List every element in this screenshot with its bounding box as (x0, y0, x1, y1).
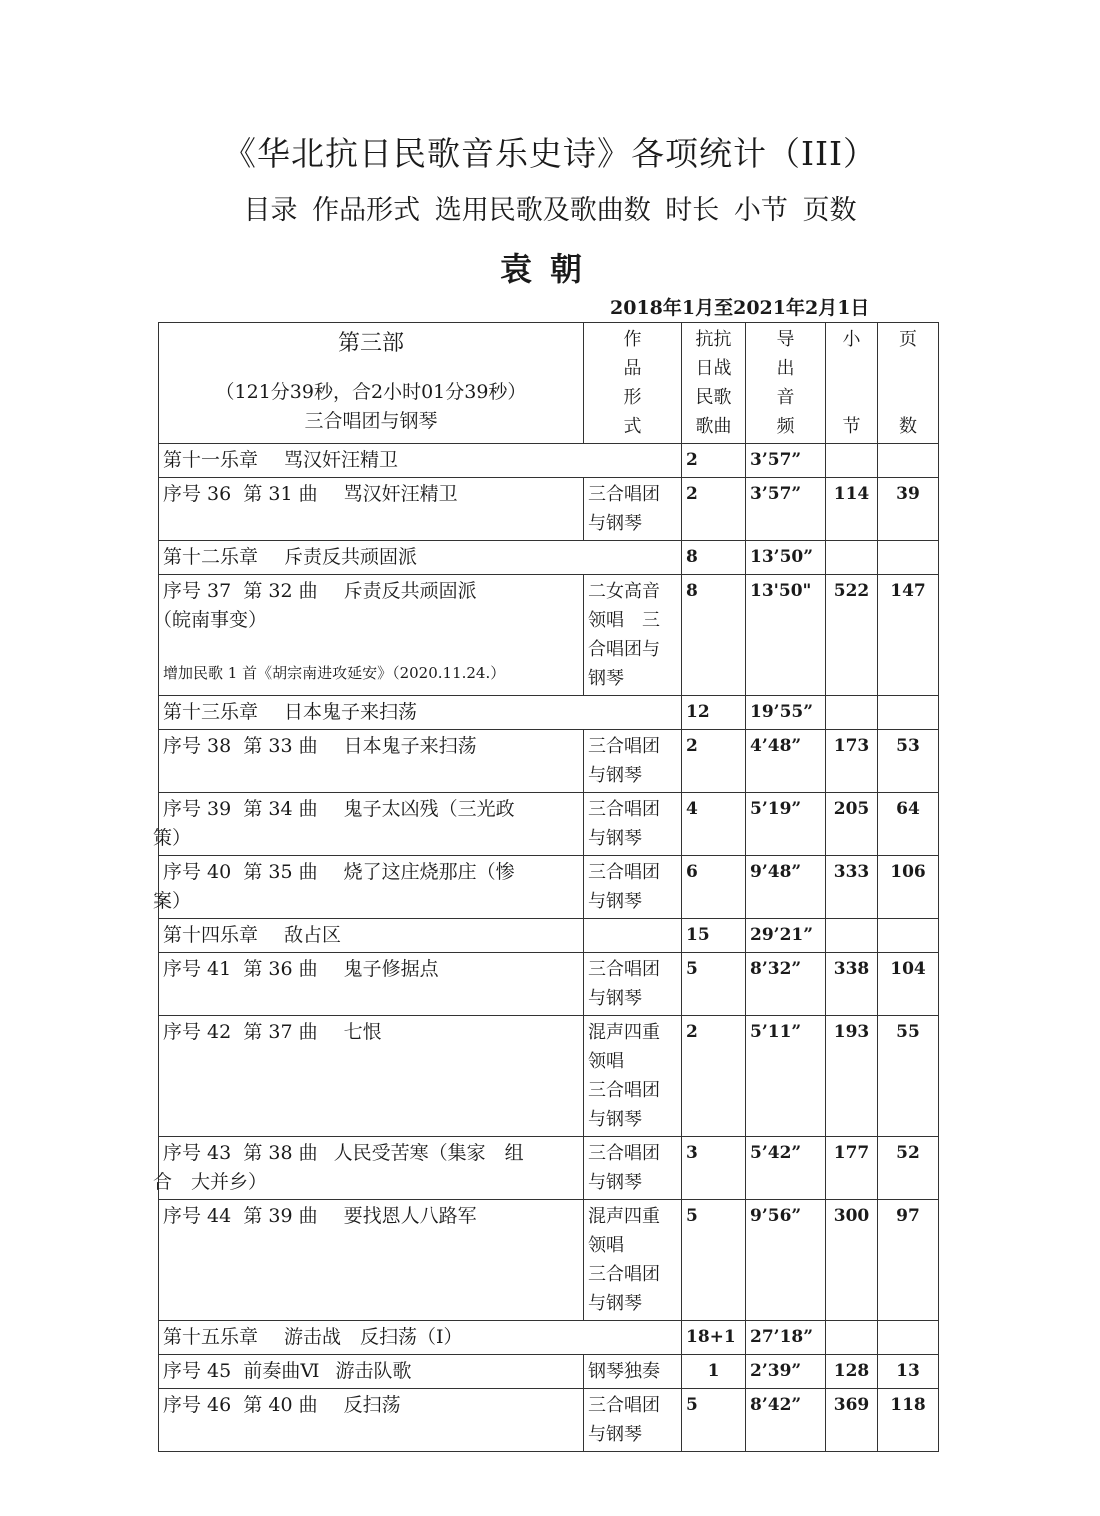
item-title: 序号 38 第 33 曲 日本鬼子来扫荡 (159, 730, 584, 793)
item-bars: 522 (826, 575, 878, 696)
item-pages: 55 (878, 1016, 939, 1137)
col-header-form: 作 品 形 式 (584, 323, 682, 444)
item-title: 序号 46 第 40 曲 反扫荡 (159, 1389, 584, 1452)
item-bars: 205 (826, 793, 878, 856)
statistics-table (153, 322, 939, 1452)
item-note: 增加民歌 1 首《胡宗南进攻延安》（2020.11.24.） (163, 664, 506, 682)
item-songs: 6 (682, 856, 746, 919)
item-form: 三合唱团 与钢琴 (584, 953, 682, 1016)
movement-songs: 2 (682, 444, 746, 478)
item-form: 三合唱团 与钢琴 (584, 793, 682, 856)
item-form: 三合唱团 与钢琴 (584, 856, 682, 919)
movement-title: 第十二乐章 斥责反共顽固派 (159, 541, 682, 575)
movement-title: 第十三乐章 日本鬼子来扫荡 (159, 696, 682, 730)
item-songs: 3 (682, 1137, 746, 1200)
item-bars: 338 (826, 953, 878, 1016)
table-row (159, 1389, 939, 1452)
part-ensemble: 三合唱团与钢琴 (304, 410, 438, 432)
item-form: 三合唱团 与钢琴 (584, 478, 682, 541)
movement-duration: 3’57” (746, 444, 826, 478)
item-duration: 5’19” (746, 793, 826, 856)
item-bars: 300 (826, 1200, 878, 1321)
movement-title: 第十四乐章 敌占区 (159, 919, 584, 953)
item-title: 序号 42 第 37 曲 七恨 (159, 1016, 584, 1137)
item-form: 混声四重 领唱 三合唱团 与钢琴 (584, 1200, 682, 1321)
table-row (159, 856, 939, 919)
movement-title: 第十五乐章 游击战 反扫荡（Ⅰ） (159, 1321, 682, 1355)
table-row (159, 730, 939, 793)
item-form: 混声四重 领唱 三合唱团 与钢琴 (584, 1016, 682, 1137)
item-songs: 4 (682, 793, 746, 856)
table-row (159, 953, 939, 1016)
item-songs: 2 (682, 478, 746, 541)
movement-songs: 8 (682, 541, 746, 575)
item-pages: 39 (878, 478, 939, 541)
item-duration: 13'50" (746, 575, 826, 696)
item-title: 序号 36 第 31 曲 骂汉奸汪精卫 (159, 478, 584, 541)
item-form: 三合唱团 与钢琴 (584, 1389, 682, 1452)
item-title: 序号 37 第 32 曲 斥责反共顽固派 （皖南事变） 增加民歌 1 首《胡宗南进攻延安》（2020.11.24.） (159, 575, 584, 696)
table-row (159, 1016, 939, 1137)
movement-row (159, 541, 939, 575)
document-subtitle: 目录 作品形式 选用民歌及歌曲数 时长 小节 页数 (243, 195, 857, 226)
item-songs: 8 (682, 575, 746, 696)
item-bars: 173 (826, 730, 878, 793)
item-bars: 128 (826, 1355, 878, 1389)
col-header-audio: 导 出 音 频 (746, 323, 826, 444)
col-header-bars: 小 节 (826, 323, 878, 444)
item-title: 序号 45 前奏曲Ⅵ 游击队歌 (159, 1355, 584, 1389)
item-pages: 64 (878, 793, 939, 856)
table-header-row (159, 323, 939, 444)
movement-duration: 27’18” (746, 1321, 826, 1355)
author-name: 袁朝 (499, 250, 600, 288)
movement-duration: 29’21” (746, 919, 826, 953)
item-form: 钢琴独奏 (584, 1355, 682, 1389)
item-pages: 52 (878, 1137, 939, 1200)
part-header-cell (159, 323, 584, 444)
item-pages: 147 (878, 575, 939, 696)
item-pages: 53 (878, 730, 939, 793)
item-pages: 106 (878, 856, 939, 919)
movement-title: 第十一乐章 骂汉奸汪精卫 (159, 444, 682, 478)
item-songs: 2 (682, 1016, 746, 1137)
item-duration: 8’32” (746, 953, 826, 1016)
movement-row (159, 696, 939, 730)
item-duration: 8’42” (746, 1389, 826, 1452)
item-duration: 5’11” (746, 1016, 826, 1137)
movement-duration: 19’55” (746, 696, 826, 730)
table-row (159, 1200, 939, 1321)
item-duration: 9’48” (746, 856, 826, 919)
item-form: 三合唱团 与钢琴 (584, 1137, 682, 1200)
movement-songs: 15 (682, 919, 746, 953)
item-form: 三合唱团 与钢琴 (584, 730, 682, 793)
item-songs: 5 (682, 1389, 746, 1452)
item-songs: 1 (682, 1355, 746, 1389)
item-form: 二女高音 领唱 三 合唱团与 钢琴 (584, 575, 682, 696)
table-row (159, 478, 939, 541)
date-range: 2018年1月至2021年2月1日 (610, 297, 870, 319)
item-pages: 118 (878, 1389, 939, 1452)
item-pages: 13 (878, 1355, 939, 1389)
item-songs: 2 (682, 730, 746, 793)
movement-row (159, 1321, 939, 1355)
item-duration: 4’48” (746, 730, 826, 793)
item-title: 序号 44 第 39 曲 要找恩人八路军 (159, 1200, 584, 1321)
item-bars: 177 (826, 1137, 878, 1200)
table-row (159, 1137, 939, 1200)
item-songs: 5 (682, 1200, 746, 1321)
item-bars: 114 (826, 478, 878, 541)
item-title: 序号 41 第 36 曲 鬼子修据点 (159, 953, 584, 1016)
item-title: 序号 43 第 38 曲 人民受苦寒（集家 组 合 大并乡） (159, 1137, 584, 1200)
item-bars: 369 (826, 1389, 878, 1452)
item-pages: 104 (878, 953, 939, 1016)
table-row (159, 575, 939, 696)
table-row (159, 793, 939, 856)
movement-duration: 13’50” (746, 541, 826, 575)
item-pages: 97 (878, 1200, 939, 1321)
item-duration: 2’39” (746, 1355, 826, 1389)
part-title: 第三部 (337, 331, 404, 356)
item-title: 序号 39 第 34 曲 鬼子太凶残（三光政 策） (159, 793, 584, 856)
item-duration: 5’42” (746, 1137, 826, 1200)
part-total-duration: （121分39秒，合2小时01分39秒） (215, 381, 527, 403)
col-header-songs: 抗抗 日战 民歌 歌曲 (682, 323, 746, 444)
movement-songs: 18+1 (682, 1321, 746, 1355)
item-duration: 3’57” (746, 478, 826, 541)
item-songs: 5 (682, 953, 746, 1016)
document-title: 《华北抗日民歌音乐史诗》各项统计（III） (222, 134, 878, 173)
movement-row (159, 444, 939, 478)
col-header-pages: 页 数 (878, 323, 939, 444)
item-title: 序号 40 第 35 曲 烧了这庄烧那庄（惨 案） (159, 856, 584, 919)
movement-row (159, 919, 939, 953)
item-bars: 193 (826, 1016, 878, 1137)
movement-songs: 12 (682, 696, 746, 730)
table-row (159, 1355, 939, 1389)
item-bars: 333 (826, 856, 878, 919)
item-duration: 9’56” (746, 1200, 826, 1321)
